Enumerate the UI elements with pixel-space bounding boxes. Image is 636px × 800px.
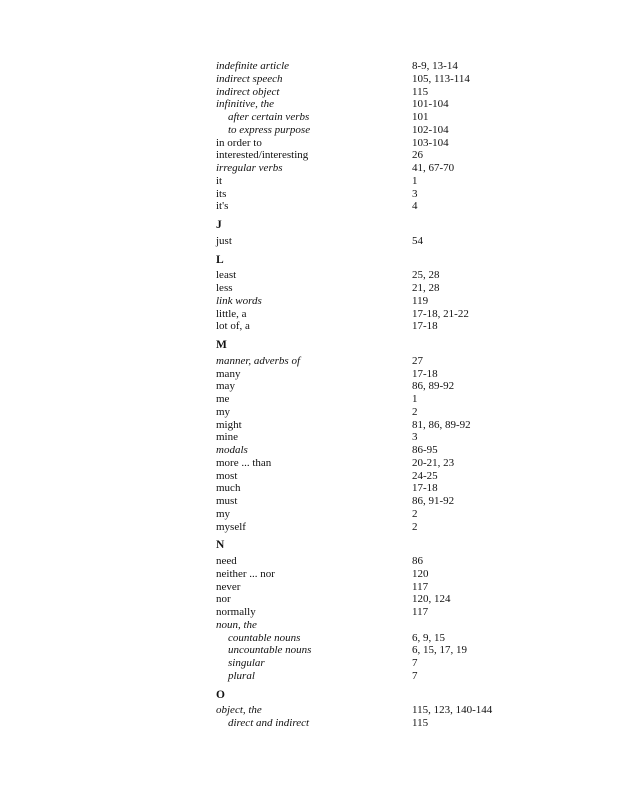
page-references: 6, 15, 17, 19 — [412, 644, 467, 657]
page-references: 102-104 — [412, 123, 449, 136]
index-term: irregular verbs — [216, 162, 283, 174]
index-subterm: after certain verbs — [228, 111, 310, 123]
page-references: 115, 123, 140-144 — [412, 704, 493, 717]
index-entry — [0, 419, 636, 432]
page-references: 26 — [412, 149, 423, 162]
index-term: little, a — [216, 307, 247, 320]
page-references: 17-18, 21-22 — [412, 307, 469, 320]
index-term: interested/interesting — [216, 149, 309, 162]
index-entry — [0, 149, 636, 162]
index-term: modals — [216, 444, 248, 456]
page-references: 54 — [412, 234, 423, 247]
page-references: 103-104 — [412, 136, 449, 149]
index-entry — [0, 644, 636, 657]
index-term: link words — [216, 294, 262, 307]
page-references: 7 — [412, 669, 418, 682]
index-entry — [0, 606, 636, 619]
index-subterm: plural — [228, 669, 255, 682]
page-references: 1 — [412, 174, 418, 187]
page-references: 17-18 — [412, 320, 438, 333]
index-term: noun, the — [216, 618, 257, 631]
index-entry — [0, 380, 636, 393]
index-entry — [0, 235, 636, 248]
index-term: might — [216, 418, 242, 431]
page-references: 17-18 — [412, 482, 438, 495]
page-references: 21, 28 — [412, 282, 440, 294]
page-references: 2 — [412, 520, 418, 533]
page-references: 27 — [412, 354, 423, 367]
index-entry — [0, 308, 636, 321]
index-entry — [0, 368, 636, 381]
index-entry — [0, 162, 636, 175]
index-entry — [0, 406, 636, 419]
page-references: 86-95 — [412, 444, 438, 456]
page-references: 105, 113-114 — [412, 72, 470, 85]
page-references: 25, 28 — [412, 269, 440, 282]
page-references: 1 — [412, 393, 418, 405]
page-references: 115 — [412, 85, 429, 98]
page-references: 6, 9, 15 — [412, 631, 445, 644]
page-references: 119 — [412, 294, 429, 307]
index-entry — [0, 495, 636, 508]
index-term: less — [216, 282, 233, 294]
page-references: 120 — [412, 567, 429, 580]
index-term: my — [216, 405, 231, 418]
index-entry — [0, 111, 636, 124]
page-references: 8-9, 13-14 — [412, 60, 458, 72]
index-term: normally — [216, 606, 256, 618]
section-letter-heading: O — [216, 688, 225, 701]
page-references: 3 — [412, 431, 418, 444]
page-references: 3 — [412, 187, 418, 200]
index-term: many — [216, 367, 241, 380]
index-entry — [0, 282, 636, 295]
index-term: need — [216, 555, 237, 567]
index-entry — [0, 581, 636, 594]
page-references: 86, 91-92 — [412, 495, 455, 507]
index-entry — [0, 124, 636, 137]
index-entry — [0, 431, 636, 444]
section-letter-heading: M — [216, 339, 227, 351]
index-term: indirect object — [216, 85, 280, 98]
index-term: more ... than — [216, 456, 272, 469]
index-term: in order to — [216, 136, 262, 149]
page-references: 101-104 — [412, 98, 449, 111]
page-references: 86 — [412, 555, 423, 567]
index-term: mine — [216, 431, 238, 444]
page-references: 2 — [412, 507, 418, 520]
page-references: 7 — [412, 657, 418, 669]
index-entry — [0, 457, 636, 470]
index-entry — [0, 482, 636, 495]
index-term: manner, adverbs of — [216, 354, 301, 367]
index-entry — [0, 704, 636, 717]
index-term: it's — [216, 200, 229, 213]
page-references: 86, 89-92 — [412, 380, 455, 393]
index-term: lot of, a — [216, 320, 250, 333]
index-term: indirect speech — [216, 72, 283, 85]
index-term: its — [216, 187, 227, 200]
page-references: 4 — [412, 200, 418, 213]
index-term: must — [216, 495, 238, 507]
index-term: me — [216, 393, 230, 405]
index-term: myself — [216, 520, 246, 533]
index-entry — [0, 521, 636, 534]
page-references: 17-18 — [412, 367, 438, 380]
index-term: nor — [216, 593, 231, 606]
index-entry — [0, 98, 636, 111]
page-references: 117 — [412, 606, 429, 618]
index-term: most — [216, 469, 238, 482]
index-subterm: direct and indirect — [228, 717, 310, 729]
index-term: least — [216, 269, 237, 282]
index-entry — [0, 470, 636, 483]
index-entry — [0, 508, 636, 521]
page-references: 81, 86, 89-92 — [412, 418, 471, 431]
page-references: 24-25 — [412, 469, 438, 482]
index-entry — [0, 269, 636, 282]
index-entry — [0, 444, 636, 457]
index-entry — [0, 137, 636, 150]
page-references: 101 — [412, 111, 429, 123]
index-term: indefinite article — [216, 60, 290, 72]
index-term: it — [216, 174, 223, 187]
page-references: 2 — [412, 405, 418, 418]
index-entry — [0, 555, 636, 568]
index-term: may — [216, 380, 235, 393]
index-entry — [0, 320, 636, 333]
index-entry — [0, 73, 636, 86]
index-entry — [0, 670, 636, 683]
index-entry — [0, 657, 636, 670]
index-subterm: uncountable nouns — [228, 644, 312, 657]
index-subterm: countable nouns — [228, 631, 301, 644]
index-entry — [0, 295, 636, 308]
index-entry — [0, 60, 636, 73]
index-term: my — [216, 507, 231, 520]
index-entry — [0, 175, 636, 188]
index-term: never — [216, 580, 241, 593]
index-entry — [0, 86, 636, 99]
page-references: 115 — [412, 717, 429, 729]
index-subterm: singular — [228, 657, 265, 669]
index-entry — [0, 355, 636, 368]
index-term: just — [216, 234, 232, 247]
index-term: object, the — [216, 704, 262, 717]
index-entry — [0, 619, 636, 632]
index-entry — [0, 632, 636, 645]
page-references: 41, 67-70 — [412, 162, 455, 174]
page-references: 120, 124 — [412, 593, 451, 606]
index-entry — [0, 568, 636, 581]
index-entry — [0, 593, 636, 606]
section-letter-heading: L — [216, 253, 224, 266]
section-letter-heading: J — [216, 219, 222, 231]
index-entry — [0, 188, 636, 201]
page-references: 117 — [412, 580, 429, 593]
section-letter-heading: N — [216, 539, 225, 552]
index-term: much — [216, 482, 241, 495]
index-entry — [0, 717, 636, 730]
index-term: neither ... nor — [216, 567, 275, 580]
index-entry — [0, 200, 636, 213]
index-term: infinitive, the — [216, 98, 275, 111]
page-references: 20-21, 23 — [412, 456, 455, 469]
index-subterm: to express purpose — [228, 123, 311, 136]
index-entry — [0, 393, 636, 406]
